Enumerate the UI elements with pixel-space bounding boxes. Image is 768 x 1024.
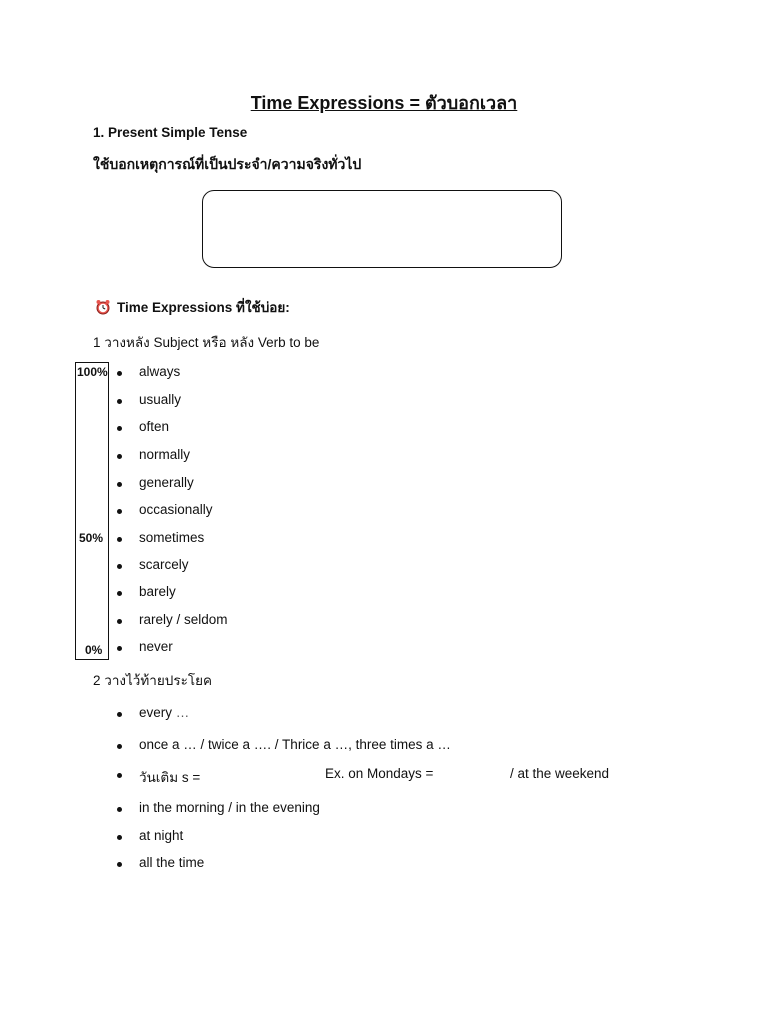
list-item: sometimes xyxy=(139,530,205,545)
bullet xyxy=(117,482,122,487)
list-item: never xyxy=(139,639,173,654)
list-item: occasionally xyxy=(139,502,213,517)
scale-top-label: 100% xyxy=(77,365,108,379)
alarm-clock-icon xyxy=(95,299,111,315)
answer-box xyxy=(202,190,562,268)
bullet xyxy=(117,537,122,542)
bullet xyxy=(117,835,122,840)
bullet xyxy=(117,454,122,459)
bullet xyxy=(117,591,122,596)
list-item: usually xyxy=(139,392,182,407)
scale-middle-label: 50% xyxy=(79,531,104,545)
list-item: scarcely xyxy=(139,557,189,572)
common-expressions-heading xyxy=(95,296,290,318)
list-item: always xyxy=(139,364,181,379)
bullet xyxy=(117,712,122,717)
bullet xyxy=(117,564,122,569)
bullet xyxy=(117,646,122,651)
list-item-all-time: all the time xyxy=(139,855,205,870)
list-item: normally xyxy=(139,447,191,462)
list-item: generally xyxy=(139,475,194,490)
list-item-every xyxy=(139,705,189,720)
bullet xyxy=(117,744,122,749)
bullet xyxy=(117,862,122,867)
bullet xyxy=(117,773,122,778)
placement-rule-2: 2 วางไว้ท้ายประโยค xyxy=(93,673,213,688)
list-item: often xyxy=(139,419,170,434)
weekend-example: / at the weekend xyxy=(510,766,610,781)
frequency-scale xyxy=(75,362,109,660)
usage-heading: ใช้บอกเหตุการณ์ที่เป็นประจำ/ความจริงทั่วไป xyxy=(93,156,362,172)
list-item: barely xyxy=(139,584,176,599)
list-item-days: วันเติม s = xyxy=(139,770,201,785)
section-heading: 1. Present Simple Tense xyxy=(93,125,248,140)
bullet xyxy=(117,509,122,514)
bullet xyxy=(117,807,122,812)
list-item-once: once a … / twice a …. / Thrice a …, three times a … xyxy=(139,737,451,752)
bullet xyxy=(117,399,122,404)
every-ellipsis: … xyxy=(172,705,190,720)
bullet xyxy=(117,619,122,624)
every-label: every xyxy=(139,705,173,720)
placement-rule-1: 1 วางหลัง Subject หรือ หลัง Verb to be xyxy=(93,335,320,350)
days-example: Ex. on Mondays = xyxy=(325,766,434,781)
list-item-night: at night xyxy=(139,828,184,843)
scale-bottom-label: 0% xyxy=(85,643,103,657)
bullet xyxy=(117,371,122,376)
list-item-morning: in the morning / in the evening xyxy=(139,800,320,815)
page-title: Time Expressions = ตัวบอกเวลา xyxy=(250,93,518,113)
bullet xyxy=(117,426,122,431)
common-expressions-label: Time Expressions ที่ใช้บ่อย: xyxy=(117,300,290,315)
list-item: rarely / seldom xyxy=(139,612,228,627)
